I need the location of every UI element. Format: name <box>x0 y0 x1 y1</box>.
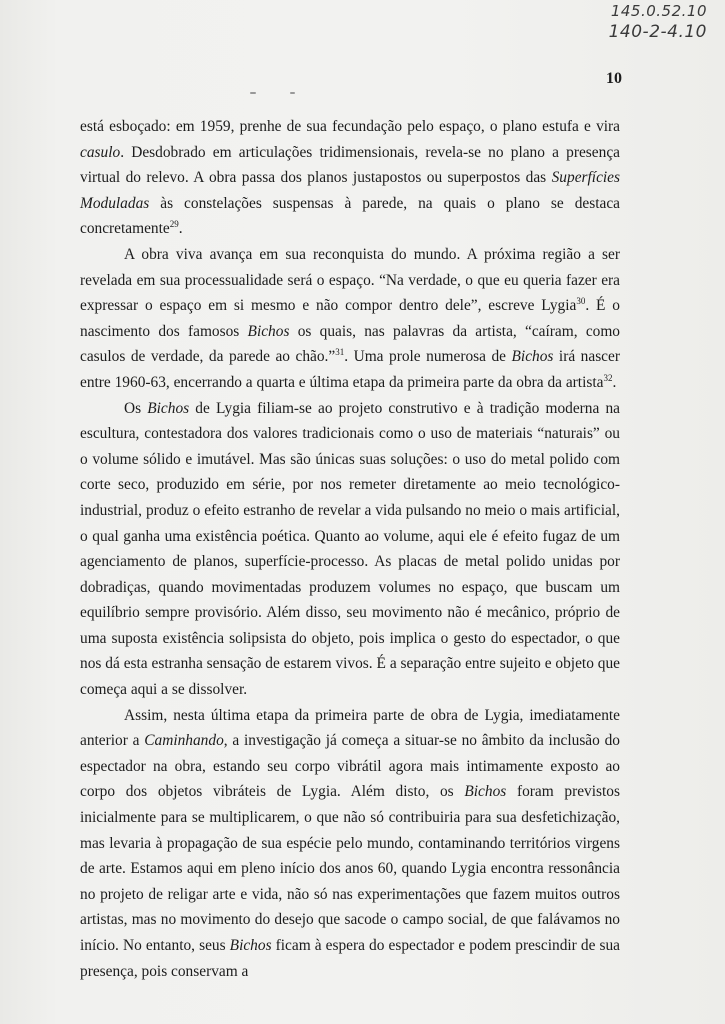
footnote-ref: 29 <box>169 219 179 230</box>
italic-text: Bichos <box>247 322 290 340</box>
scan-mark <box>290 92 295 94</box>
text-run: Assim, nesta última etapa da primeira parte de obra de Lygia, imediatamente anterior a <box>80 706 620 750</box>
footnote-ref: 31 <box>335 347 345 358</box>
scan-mark <box>250 92 256 94</box>
text-run: Os <box>124 399 148 417</box>
italic-text: Bichos <box>464 783 507 801</box>
body-text <box>80 114 620 984</box>
text-run: irá nascer entre 1960-63, encerrando a quarta e última etapa da primeira parte da obra da artista <box>80 348 620 391</box>
text-run: . Uma prole numerosa de <box>344 348 512 366</box>
italic-text: Bichos <box>229 937 272 954</box>
paragraph <box>80 703 620 985</box>
text-run: às constelações suspensas à parede, na quais o plano se destaca concretamente <box>80 194 620 238</box>
paragraph <box>80 242 620 396</box>
text-run: , a investigação já começa a situar-se no âmbito da inclusão do espectador na obra, estando seu corpo vibrátil agora mais intimamente exposto ao corpo dos objetos vibráteis de Lygia. Além disto, os <box>80 732 621 801</box>
text-run: A obra viva avança em sua reconquista do mundo. A próxima região a ser revelada em sua processualidade será o espaço. “Na verdade, o que eu queria fazer era expressar o espaço em si mesmo e não compor dentro dele”, escreve Lygia <box>80 245 620 315</box>
page-number: 10 <box>606 70 622 87</box>
footnote-ref: 30 <box>576 296 586 307</box>
italic-text: Superfícies Moduladas <box>80 169 620 212</box>
italic-text: Bichos <box>147 399 190 417</box>
text-run: de Lygia filiam-se ao projeto construtivo e à tradição moderna na escultura, contestadora dos valores tradicionais como o uso de materiais “naturais” ou o volume sólido e imutável. Mas são únicas suas soluções: o uso do metal polido com corte seco, produzido em série, por nos remeter diretamente ao meio tecnológico-industrial, produz o efeito estranho de revelar a vida pulsando no meio o mais artificial, o qual ganha uma existência poética. Quanto ao volume, aqui ele é efeito fugaz de um agenciamento de planos, superfície-processo. As placas de metal polido unidas por dobradiças, quando movimentadas produzem volumes no espaço, que buscam um equilíbrio sempre provisório. Além disso, seu movimento não é mecânico, próprio de uma suposta existência solipsista do objeto, pois implica o gesto do espectador, o que nos dá esta estranha sensação de estarem vivos. É a separação entre sujeito e objeto que começa aqui a se dissolver. <box>80 399 620 699</box>
text-run: . É o nascimento dos famosos <box>80 297 620 340</box>
text-run: . <box>178 220 183 238</box>
italic-text: Bichos <box>511 348 554 366</box>
italic-text: Caminhando <box>144 732 224 750</box>
reference-number-1: 145.0.52.10 <box>610 2 707 20</box>
footnote-ref: 32 <box>603 372 613 383</box>
text-run: os quais, nas palavras da artista, “caíram, como casulos de verdade, da parede ao chão.” <box>80 322 621 366</box>
text-run: foram previstos inicialmente para se multiplicarem, o que não só contribuiria para sua desfetichização, mas levaria à propagação de sua espécie pelo mundo, contaminando territórios virgens de arte. Estamos aqui em pleno início dos anos 60, quando Lygia encontra ressonância no projeto de religar arte e vida, não só nas experimentações que fazem muitos outros artistas, mas no movimento do desejo que sacode o campo social, de que falávamos no início. No entanto, seus <box>80 783 620 954</box>
text-run: está esboçado: em 1959, prenhe de sua fecundação pelo espaço, o plano estufa e vira <box>80 118 620 135</box>
italic-text: casulo <box>80 143 121 161</box>
paragraph <box>80 396 620 703</box>
text-run: . <box>612 373 617 391</box>
paragraph <box>80 114 620 242</box>
text-run: ficam à espera do espectador e podem prescindir de sua presença, pois conservam a <box>80 937 620 980</box>
text-run: . Desdobrado em articulações tridimensionais, revela-se no plano a presença virtual do relevo. A obra passa dos planos justapostos ou superpostos das <box>80 143 620 187</box>
reference-number-2: 140-2-4.10 <box>608 22 707 42</box>
